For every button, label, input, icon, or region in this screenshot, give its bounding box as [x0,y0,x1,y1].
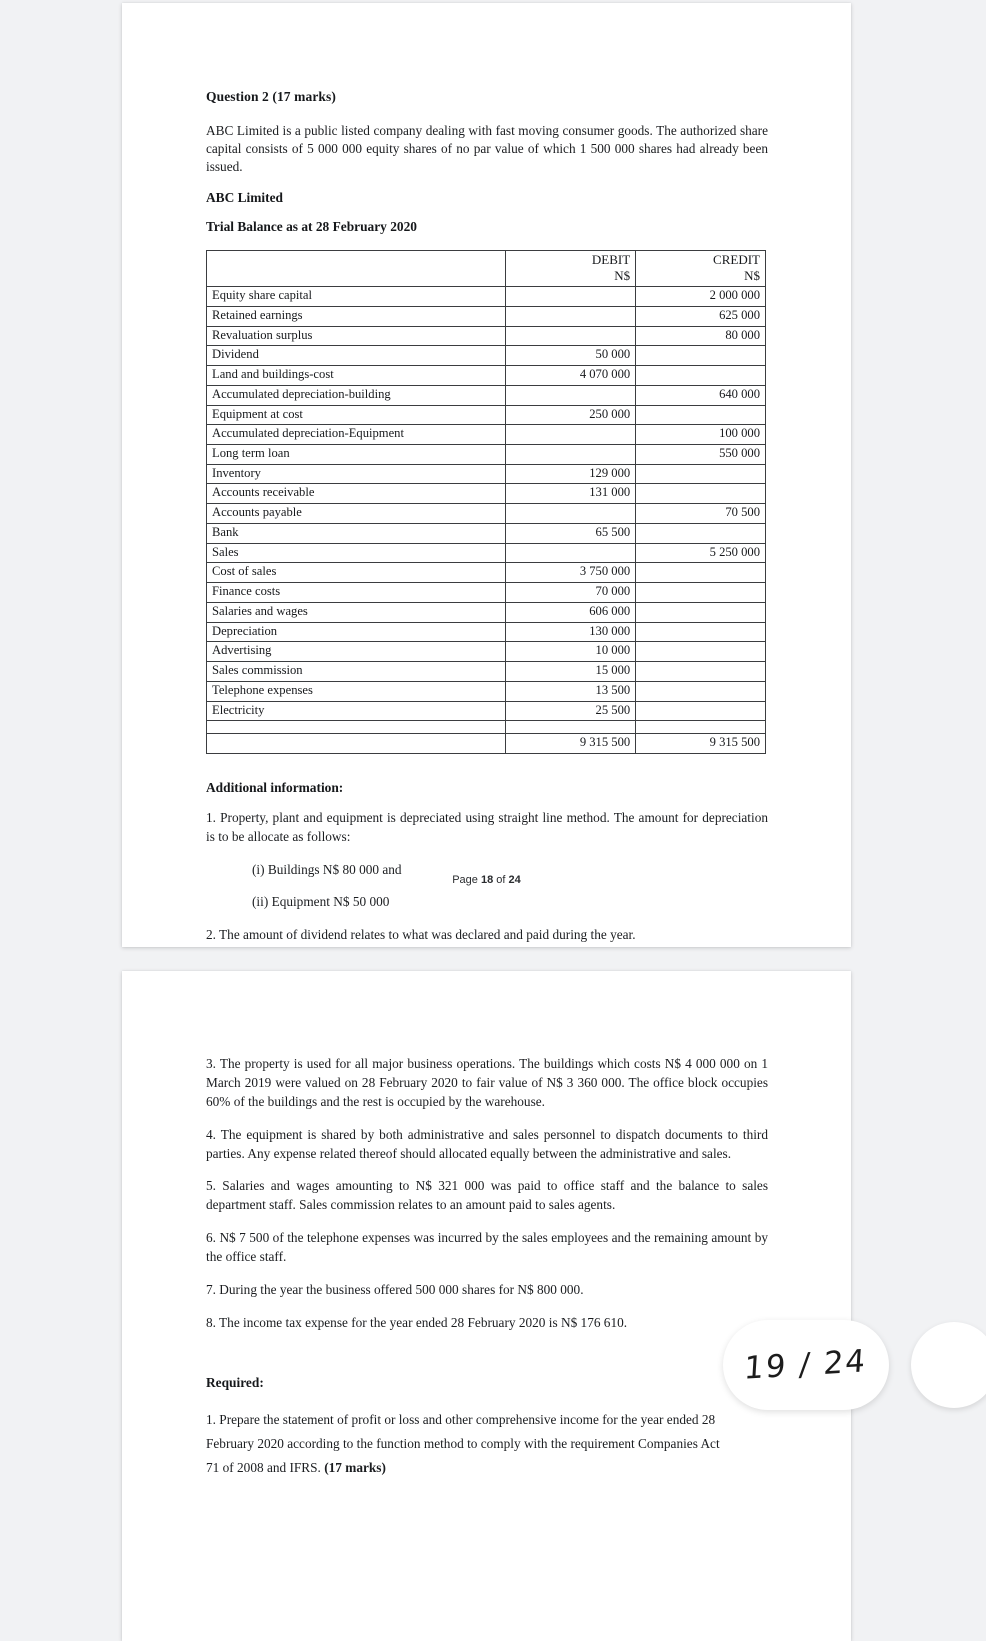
required-heading: Required: [206,1374,264,1390]
footer-prefix: Page [452,874,481,886]
table-row [207,622,766,642]
table-row [207,306,766,326]
header-debit [506,250,636,287]
cell-credit: 550 000 [636,444,766,464]
required-line-3-text: 71 of 2008 and IFRS. [206,1460,325,1475]
page-footer [122,874,851,886]
table-row [207,385,766,405]
table-row [207,583,766,603]
cell-debit: 10 000 [506,642,636,662]
cell-description: Sales commission [207,662,506,682]
cell-debit: 250 000 [506,405,636,425]
totals-description [207,734,506,754]
cell-credit [636,563,766,583]
cell-debit: 606 000 [506,602,636,622]
additional-info-item-2: 2. The amount of dividend relates to what was declared and paid during the year. [206,926,636,942]
table-row [207,681,766,701]
cell-description: Cost of sales [207,563,506,583]
header-credit-currency: N$ [744,267,760,283]
cell-credit [636,346,766,366]
cell-description: Telephone expenses [207,681,506,701]
table-row [207,484,766,504]
required-marks: (17 marks) [324,1460,386,1475]
cell-description: Accumulated depreciation-Equipment [207,425,506,445]
cell-credit: 100 000 [636,425,766,445]
table-row [207,602,766,622]
cell-debit: 4 070 000 [506,366,636,386]
document-page-18 [122,3,851,947]
cell-description: Inventory [207,464,506,484]
cell-debit: 129 000 [506,464,636,484]
cell-credit: 625 000 [636,306,766,326]
cell-description: Long term loan [207,444,506,464]
cell-credit [636,523,766,543]
cell-credit [636,662,766,682]
additional-information-heading: Additional information: [206,780,344,795]
cell-description: Electricity [207,701,506,721]
cell-description: Bank [207,523,506,543]
cell-debit [506,326,636,346]
cell-credit [636,464,766,484]
cell-description: Revaluation surplus [207,326,506,346]
table-row [207,346,766,366]
cell-credit [636,583,766,603]
table-header-row [207,250,766,287]
spacer-cell [207,721,506,734]
cell-description: Land and buildings-cost [207,366,506,386]
table-row [207,563,766,583]
page-19-content [206,1055,768,1480]
additional-info-sub-item-ii: (ii) Equipment N$ 50 000 [252,894,390,910]
cell-debit: 50 000 [506,346,636,366]
cell-description: Equipment at cost [207,405,506,425]
additional-info-sub-item-i: (i) Buildings N$ 80 000 and [252,861,402,877]
additional-info-item-1: 1. Property, plant and equipment is depreciated using straight line method. The amount for depreciation is to be allocate as follows: [206,810,768,844]
cell-credit [636,366,766,386]
cell-description: Depreciation [207,622,506,642]
cell-description: Salaries and wages [207,602,506,622]
additional-info-item-7: 7. During the year the business offered 500 000 shares for N$ 800 000. [206,1281,584,1297]
header-credit-label: CREDIT [713,251,760,267]
cell-description: Accumulated depreciation-building [207,385,506,405]
table-row [207,523,766,543]
table-row [207,326,766,346]
cell-debit: 65 500 [506,523,636,543]
cell-description: Advertising [207,642,506,662]
cell-debit [506,543,636,563]
cell-description: Sales [207,543,506,563]
required-body [206,1408,768,1481]
table-row [207,425,766,445]
cell-description: Accounts receivable [207,484,506,504]
required-line-3 [206,1456,768,1480]
totals-debit: 9 315 500 [506,734,636,754]
cell-debit [506,385,636,405]
additional-info-item-6: 6. N$ 7 500 of the telephone expenses was incurred by the sales employees and the remaining amount by the office staff. [206,1230,768,1264]
cell-credit: 2 000 000 [636,287,766,307]
cell-credit [636,602,766,622]
additional-info-item-3: 3. The property is used for all major business operations. The buildings which costs N$ 4 000 000 on 1 March 2019 were valued on 28 February 2020 to fair value of N$ 3 360 000. The office block occupies 60% of the buildings and the rest is occupied by the warehouse. [206,1056,768,1109]
question-title: Question 2 (17 marks) [206,89,336,104]
cell-credit: 640 000 [636,385,766,405]
table-row [207,405,766,425]
cell-credit [636,405,766,425]
cell-credit [636,642,766,662]
table-row [207,662,766,682]
cell-credit [636,681,766,701]
footer-middle: of [493,874,509,886]
cell-debit: 131 000 [506,484,636,504]
table-spacer-row [207,721,766,734]
table-row [207,543,766,563]
footer-total-pages: 24 [508,874,521,886]
company-name: ABC Limited [206,189,283,205]
page-18-content [206,89,768,959]
table-row [207,701,766,721]
cell-debit [506,444,636,464]
cell-debit: 13 500 [506,681,636,701]
cell-credit [636,622,766,642]
table-row [207,366,766,386]
cell-debit [506,504,636,524]
spacer-cell [506,721,636,734]
required-line-1: 1. Prepare the statement of profit or loss and other comprehensive income for the year ended 28 [206,1411,716,1427]
required-line-2: February 2020 according to the function method to comply with the requirement Companies Act [206,1435,720,1451]
additional-info-item-4: 4. The equipment is shared by both administrative and sales personnel to dispatch documents to third parties. Any expense related thereof should allocated equally between the administrative and sales. [206,1126,768,1161]
cell-description: Finance costs [207,583,506,603]
header-description [207,250,506,287]
trial-balance-body [207,287,766,754]
footer-current-page: 18 [480,874,494,886]
question-intro-paragraph: ABC Limited is a public listed company dealing with fast moving consumer goods. The authorized share capital consists of 5 000 000 equity shares of no par value of which 1 500 000 shares had already been issued. [206,123,768,175]
header-debit-currency: N$ [614,267,631,283]
cell-description: Accounts payable [207,504,506,524]
document-page-19 [122,971,851,1641]
cell-credit [636,701,766,721]
cell-debit: 70 000 [506,583,636,603]
table-row [207,504,766,524]
cell-debit: 3 750 000 [506,563,636,583]
spacer-cell [636,721,766,734]
cell-debit [506,306,636,326]
cell-description: Retained earnings [207,306,506,326]
table-row [207,464,766,484]
table-row [207,444,766,464]
cell-debit: 25 500 [506,701,636,721]
cell-credit: 80 000 [636,326,766,346]
cell-credit [636,484,766,504]
additional-info-item-5: 5. Salaries and wages amounting to N$ 321 000 was paid to office staff and the balance to sales department staff. Sales commission relates to an amount paid to sales agents. [206,1178,768,1213]
cell-debit: 15 000 [506,662,636,682]
additional-info-item-8: 8. The income tax expense for the year ended 28 February 2020 is N$ 176 610. [206,1314,628,1330]
cell-credit: 5 250 000 [636,543,766,563]
cell-debit: 130 000 [506,622,636,642]
handwritten-grade: 19 / 24 [743,1343,869,1387]
header-credit [636,250,766,287]
cell-debit [506,287,636,307]
totals-credit: 9 315 500 [636,734,766,754]
trial-balance-table [206,250,766,754]
table-totals-row [207,734,766,754]
annotation-side-bubble [911,1322,986,1408]
cell-description: Dividend [207,346,506,366]
trial-balance-head [207,250,766,287]
table-row [207,287,766,307]
cell-description: Equity share capital [207,287,506,307]
table-row [207,642,766,662]
cell-credit: 70 500 [636,504,766,524]
grade-annotation-badge [723,1320,889,1410]
cell-debit [506,425,636,445]
header-debit-label: DEBIT [591,251,631,267]
statement-title: Trial Balance as at 28 February 2020 [206,218,418,234]
